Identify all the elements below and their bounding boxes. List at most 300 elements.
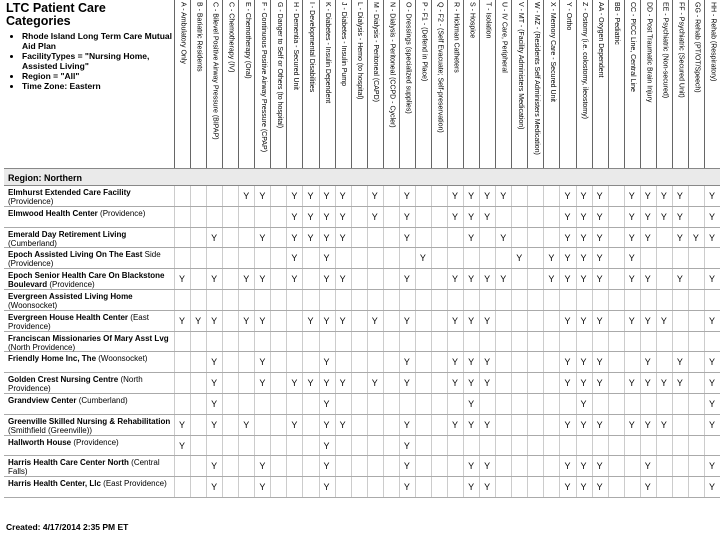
grid-line: [351, 456, 352, 476]
facility-name: [8, 230, 174, 248]
care-mark: Y: [211, 274, 218, 285]
care-mark: Y: [339, 378, 346, 389]
grid-line: [399, 290, 400, 310]
grid-line: [190, 290, 191, 310]
grid-line: [335, 248, 336, 268]
grid-line: [174, 477, 175, 497]
care-mark: Y: [323, 419, 330, 430]
column-header-label: DD - Post Traumatic Brain Injury: [645, 2, 653, 103]
care-mark: Y: [323, 211, 330, 222]
care-mark: Y: [243, 315, 250, 326]
grid-line: [559, 290, 560, 310]
grid-line: [608, 415, 609, 435]
facility-name-bold: Franciscan Missionaries Of Mary Asst Lvg: [8, 333, 169, 343]
grid-line: [656, 290, 657, 310]
facility-rows: [4, 186, 720, 498]
care-mark: Y: [291, 419, 298, 430]
grid-line: [640, 394, 641, 414]
care-mark: Y: [484, 378, 491, 389]
care-mark: Y: [339, 232, 346, 243]
grid-line: [656, 456, 657, 476]
grid-line: [688, 477, 689, 497]
grid-line: [511, 477, 512, 497]
care-mark: Y: [259, 274, 266, 285]
grid-line: [415, 373, 416, 393]
care-mark: Y: [644, 274, 651, 285]
grid-line: [190, 332, 191, 352]
column-header: [415, 0, 431, 168]
care-mark: Y: [468, 191, 475, 201]
column-header: [608, 0, 624, 168]
facility-name-bold: Harris Health Care Center North: [8, 458, 129, 468]
grid-line: [543, 436, 544, 456]
column-header: [688, 0, 704, 168]
facility-city: Side (Providence): [8, 250, 161, 269]
care-mark: Y: [468, 482, 475, 493]
care-mark: Y: [596, 419, 603, 430]
grid-line: [543, 311, 544, 331]
facility-city: (Cumberland): [8, 238, 57, 248]
care-mark: Y: [259, 232, 266, 243]
care-mark: Y: [323, 440, 330, 451]
care-mark: Y: [211, 419, 218, 430]
care-mark: Y: [339, 315, 346, 326]
grid-line: [447, 228, 448, 248]
grid-line: [335, 352, 336, 372]
grid-line: [190, 477, 191, 497]
grid-line: [351, 269, 352, 289]
table-row: [4, 436, 720, 457]
grid-line: [608, 352, 609, 372]
grid-line: [383, 373, 384, 393]
grid-line: [351, 207, 352, 227]
grid-line: [415, 290, 416, 310]
grid-line: [608, 207, 609, 227]
care-mark: Y: [291, 191, 298, 201]
grid-line: [624, 352, 625, 372]
grid-line: [447, 332, 448, 352]
grid-line: [688, 248, 689, 268]
care-mark: Y: [628, 315, 635, 326]
grid-line: [543, 228, 544, 248]
grid-line: [576, 290, 577, 310]
care-mark: Y: [708, 461, 715, 472]
grid-line: [335, 290, 336, 310]
grid-line: [222, 332, 223, 352]
care-mark: Y: [452, 419, 459, 430]
grid-line: [495, 248, 496, 268]
care-mark: Y: [580, 253, 587, 264]
grid-line: [592, 290, 593, 310]
grid-line: [335, 394, 336, 414]
care-mark: Y: [323, 315, 330, 326]
grid-line: [447, 436, 448, 456]
facility-city: (Providence): [8, 197, 54, 206]
grid-line: [543, 456, 544, 476]
grid-line: [286, 290, 287, 310]
grid-line: [511, 373, 512, 393]
grid-line: [576, 436, 577, 456]
care-mark: Y: [644, 211, 651, 222]
grid-line: [511, 456, 512, 476]
grid-line: [254, 332, 255, 352]
title-block: [6, 2, 174, 91]
care-mark: Y: [243, 191, 250, 201]
care-mark: Y: [596, 482, 603, 493]
grid-line: [640, 332, 641, 352]
facility-name: [8, 313, 174, 331]
grid-line: [608, 290, 609, 310]
column-header-label: G - Danger to Self or Others (to hospital): [275, 2, 283, 129]
care-mark: Y: [323, 274, 330, 285]
grid-line: [415, 269, 416, 289]
grid-line: [495, 207, 496, 227]
grid-line: [431, 290, 432, 310]
grid-line: [656, 477, 657, 497]
facility-city: (East Providence): [8, 312, 149, 331]
column-header-label: EE - Psychiatric (Non-secured): [661, 2, 669, 99]
care-mark: Y: [179, 274, 186, 285]
care-mark: Y: [580, 274, 587, 285]
care-mark: Y: [259, 191, 266, 201]
care-mark: Y: [564, 461, 571, 472]
grid-line: [527, 207, 528, 227]
care-mark: Y: [243, 274, 250, 285]
grid-line: [367, 394, 368, 414]
filter-region: • Region = "All": [22, 71, 174, 81]
grid-line: [270, 290, 271, 310]
grid-line: [270, 477, 271, 497]
care-mark: Y: [708, 232, 715, 243]
grid-line: [431, 436, 432, 456]
grid-line: [238, 456, 239, 476]
care-mark: Y: [403, 440, 410, 451]
grid-line: [688, 352, 689, 372]
grid-line: [174, 186, 175, 206]
grid-line: [656, 269, 657, 289]
care-mark: Y: [468, 315, 475, 326]
grid-line: [704, 248, 705, 268]
grid-line: [367, 477, 368, 497]
care-mark: Y: [468, 211, 475, 222]
grid-line: [656, 332, 657, 352]
grid-line: [608, 332, 609, 352]
grid-line: [190, 207, 191, 227]
grid-line: [656, 436, 657, 456]
grid-line: [270, 186, 271, 206]
care-mark: Y: [644, 191, 651, 201]
care-mark: Y: [484, 357, 491, 368]
grid-line: [415, 415, 416, 435]
care-mark: Y: [339, 419, 346, 430]
grid-line: [431, 477, 432, 497]
grid-line: [335, 332, 336, 352]
grid-line: [222, 186, 223, 206]
grid-line: [527, 415, 528, 435]
grid-line: [238, 477, 239, 497]
grid-line: [672, 415, 673, 435]
facility-name-bold: Evergreen Assisted Living Home: [8, 291, 133, 301]
grid-line: [174, 207, 175, 227]
grid-line: [190, 436, 191, 456]
facility-city: (Providence): [100, 208, 146, 218]
grid-line: [190, 248, 191, 268]
column-header: [222, 0, 238, 168]
column-header-label: P - F1 - (Defend in Place): [420, 2, 428, 82]
grid-line: [511, 228, 512, 248]
care-mark: Y: [259, 315, 266, 326]
care-mark: Y: [676, 191, 683, 201]
grid-line: [511, 311, 512, 331]
care-mark: Y: [708, 419, 715, 430]
table-row: [4, 394, 720, 415]
care-mark: Y: [628, 232, 635, 243]
grid-line: [672, 456, 673, 476]
care-mark: Y: [468, 398, 475, 409]
grid-line: [254, 394, 255, 414]
care-mark: Y: [580, 398, 587, 409]
care-mark: Y: [628, 378, 635, 389]
care-mark: Y: [403, 274, 410, 285]
grid-line: [238, 248, 239, 268]
grid-line: [527, 290, 528, 310]
grid-line: [351, 436, 352, 456]
grid-line: [302, 290, 303, 310]
grid-line: [415, 394, 416, 414]
grid-line: [479, 436, 480, 456]
grid-line: [415, 456, 416, 476]
care-mark: Y: [291, 211, 298, 222]
care-mark: Y: [307, 378, 314, 389]
grid-line: [688, 415, 689, 435]
care-mark: Y: [708, 274, 715, 285]
care-mark: Y: [660, 419, 667, 430]
care-mark: Y: [596, 211, 603, 222]
care-mark: Y: [484, 482, 491, 493]
column-header-label: Q - F2 - (Self Evacuate; Self-preservation): [436, 2, 444, 133]
care-mark: Y: [419, 253, 426, 264]
grid-line: [254, 436, 255, 456]
grid-line: [624, 394, 625, 414]
column-header-label: K - Diabetes - Insulin Dependent: [324, 2, 332, 104]
column-header-label: T - Isolation: [484, 2, 492, 39]
grid-line: [222, 269, 223, 289]
column-header-label: M - Dialysis - Peritoneal (CAPD): [372, 2, 380, 102]
grid-line: [527, 394, 528, 414]
table-row: [4, 477, 720, 498]
table-row: [4, 332, 720, 353]
care-mark: Y: [596, 461, 603, 472]
grid-line: [367, 269, 368, 289]
grid-line: [431, 456, 432, 476]
grid-line: [624, 332, 625, 352]
column-header-label: Y - Ortho: [564, 2, 572, 31]
grid-line: [190, 186, 191, 206]
column-header: [672, 0, 688, 168]
grid-line: [543, 207, 544, 227]
grid-line: [527, 186, 528, 206]
grid-line: [190, 415, 191, 435]
grid-line: [431, 394, 432, 414]
care-mark: Y: [644, 315, 651, 326]
grid-line: [495, 436, 496, 456]
column-header-label: Z - Ostomy (i.e. colostomy, ileostomy): [581, 2, 589, 119]
grid-line: [672, 332, 673, 352]
grid-line: [608, 248, 609, 268]
care-mark: Y: [564, 419, 571, 430]
grid-line: [672, 311, 673, 331]
grid-line: [286, 332, 287, 352]
facility-name: [8, 188, 174, 206]
care-mark: Y: [452, 191, 459, 201]
grid-line: [367, 415, 368, 435]
grid-line: [543, 352, 544, 372]
column-header-label: C - Chemotherapy (IV): [227, 2, 235, 73]
grid-line: [174, 228, 175, 248]
grid-line: [254, 415, 255, 435]
grid-line: [270, 311, 271, 331]
facility-name: [8, 250, 174, 268]
facility-name: [8, 458, 174, 476]
facility-name-bold: Golden Crest Nursing Centre: [8, 375, 119, 385]
care-mark: Y: [628, 253, 635, 264]
care-mark: Y: [371, 211, 378, 222]
care-mark: Y: [564, 378, 571, 389]
grid-line: [222, 207, 223, 227]
grid-line: [431, 311, 432, 331]
grid-line: [174, 332, 175, 352]
grid-line: [302, 394, 303, 414]
grid-line: [319, 290, 320, 310]
grid-line: [656, 394, 657, 414]
column-header-label: R - Hickman Catheters: [452, 2, 460, 73]
column-header: [527, 0, 543, 168]
grid-line: [383, 415, 384, 435]
grid-line: [463, 290, 464, 310]
grid-line: [286, 436, 287, 456]
grid-line: [640, 248, 641, 268]
grid-line: [286, 394, 287, 414]
table-row: [4, 290, 720, 311]
care-mark: Y: [307, 211, 314, 222]
grid-line: [688, 311, 689, 331]
grid-line: [222, 436, 223, 456]
grid-line: [351, 415, 352, 435]
care-mark: Y: [660, 191, 667, 201]
grid-line: [543, 373, 544, 393]
care-mark: Y: [500, 232, 507, 243]
column-header: [335, 0, 351, 168]
column-header: [463, 0, 479, 168]
grid-line: [688, 456, 689, 476]
grid-line: [704, 332, 705, 352]
grid-line: [302, 415, 303, 435]
grid-line: [495, 456, 496, 476]
grid-line: [431, 228, 432, 248]
grid-line: [302, 269, 303, 289]
grid-line: [543, 477, 544, 497]
table-row: [4, 186, 720, 207]
grid-line: [222, 311, 223, 331]
care-mark: Y: [596, 191, 603, 201]
care-mark: Y: [259, 378, 266, 389]
grid-line: [672, 436, 673, 456]
table-row: [4, 415, 720, 436]
care-mark: Y: [468, 378, 475, 389]
grid-line: [367, 290, 368, 310]
grid-line: [367, 248, 368, 268]
care-mark: Y: [676, 357, 683, 368]
care-mark: Y: [644, 378, 651, 389]
care-mark: Y: [676, 211, 683, 222]
grid-line: [190, 269, 191, 289]
care-mark: Y: [468, 274, 475, 285]
care-mark: Y: [291, 253, 298, 264]
grid-line: [624, 436, 625, 456]
care-mark: Y: [660, 378, 667, 389]
column-header-label: CC - PICC Line, Central Line: [629, 2, 637, 92]
grid-line: [351, 228, 352, 248]
grid-line: [511, 394, 512, 414]
column-header-label: B - Bariatric Residents: [195, 2, 203, 72]
grid-line: [543, 290, 544, 310]
grid-line: [254, 248, 255, 268]
care-mark: Y: [660, 211, 667, 222]
facility-name-bold: Grandview Center: [8, 395, 77, 405]
grid-line: [190, 456, 191, 476]
facility-name: [8, 417, 174, 435]
facility-name: [8, 334, 174, 352]
grid-line: [624, 477, 625, 497]
facility-name-bold: Epoch Senior Health Care On Blackstone Boulevard: [8, 271, 165, 290]
grid-line: [238, 290, 239, 310]
grid-line: [415, 186, 416, 206]
table-row: [4, 248, 720, 269]
column-header-label: O - Dressings (specialized supplies): [404, 2, 412, 114]
grid-line: [543, 394, 544, 414]
care-mark: Y: [580, 461, 587, 472]
care-mark: Y: [339, 211, 346, 222]
grid-line: [222, 290, 223, 310]
grid-line: [174, 394, 175, 414]
grid-line: [367, 436, 368, 456]
grid-line: [174, 290, 175, 310]
grid-line: [351, 332, 352, 352]
care-mark: Y: [211, 232, 218, 243]
column-header: [592, 0, 608, 168]
grid-line: [415, 228, 416, 248]
grid-line: [704, 436, 705, 456]
grid-line: [543, 415, 544, 435]
grid-line: [511, 415, 512, 435]
facility-name-bold: Evergreen House Health Center: [8, 312, 129, 322]
care-mark: Y: [676, 378, 683, 389]
grid-line: [367, 352, 368, 372]
care-mark: Y: [371, 315, 378, 326]
grid-line: [383, 248, 384, 268]
care-mark: Y: [484, 419, 491, 430]
column-header-label: BB - Pediatric: [613, 2, 621, 45]
column-header: [543, 0, 559, 168]
care-mark: Y: [564, 191, 571, 201]
grid-line: [302, 456, 303, 476]
grid-line: [431, 373, 432, 393]
grid-line: [383, 269, 384, 289]
care-mark: Y: [339, 191, 346, 201]
care-mark: Y: [403, 315, 410, 326]
grid-line: [608, 394, 609, 414]
grid-line: [608, 228, 609, 248]
